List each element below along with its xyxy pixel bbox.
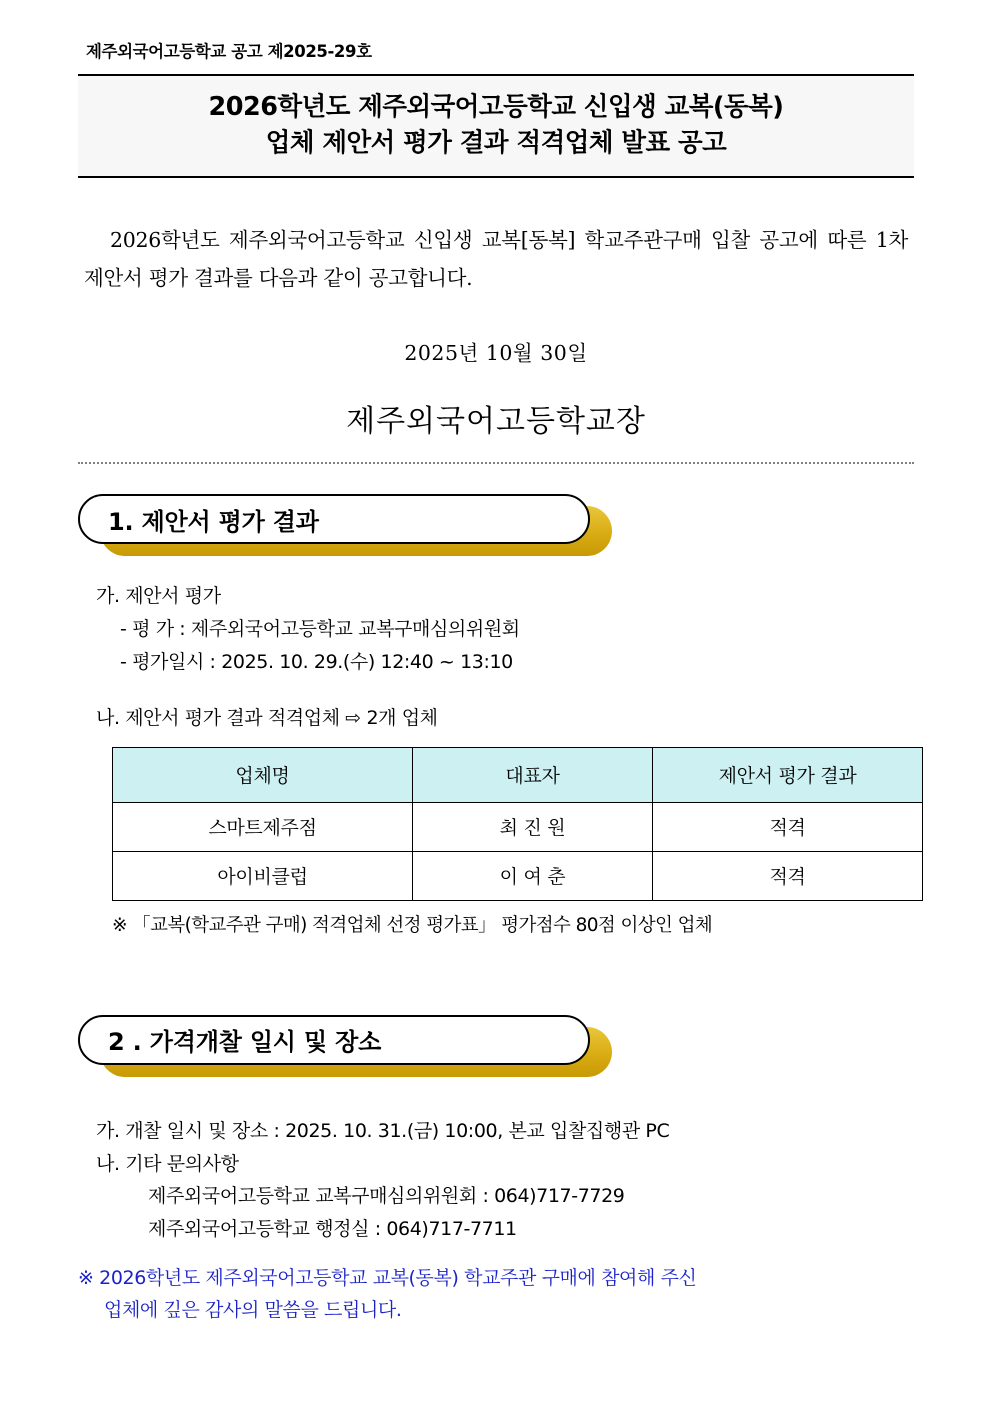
column-header-result: 제안서 평가 결과: [653, 747, 923, 802]
spacer: [78, 1077, 914, 1101]
table-row: [113, 802, 923, 851]
section-1-heading-pill: [78, 494, 590, 544]
contact-admin-office: 제주외국어고등학교 행정실 : 064)717-7711: [148, 1217, 517, 1240]
footer-note-line-2: 업체에 깊은 감사의 말씀을 드립니다.: [104, 1298, 402, 1321]
title-line-2: 업체 제안서 평가 결과 적격업체 발표 공고: [265, 128, 727, 159]
table-note: ※ 「교복(학교주관 구매) 적격업체 선정 평가표」 평가점수 80점 이상인 업체: [112, 914, 713, 936]
column-header-company: 업체명: [113, 747, 413, 802]
contact-committee: 제주외국어고등학교 교복구매심의위원회 : 064)717-7729: [148, 1185, 625, 1208]
spacer: [78, 556, 914, 580]
section-2-heading: [78, 1015, 608, 1077]
cell-company: 스마트제주점: [113, 802, 413, 851]
spacer: [78, 1101, 914, 1115]
spacer: [78, 961, 914, 985]
section-1-item-a-line-2: - 평가일시 : 2025. 10. 29.(수) 12:40 ~ 13:10: [120, 650, 513, 673]
section-2-item-a: 가. 개찰 일시 및 장소 : 2025. 10. 31.(금) 10:00, 본교 입찰집행관 PC: [96, 1119, 670, 1142]
spacer: [78, 678, 914, 702]
section-2-item-b: 나. 기타 문의사항: [96, 1152, 239, 1175]
table-row: [113, 851, 923, 900]
title-box: [78, 74, 914, 178]
section-1-heading-label: 1. 제안서 평가 결과: [108, 507, 319, 536]
dotted-divider: [78, 462, 914, 464]
cell-result: 적격: [653, 851, 923, 900]
section-1-item-a-label: 가. 제안서 평가: [96, 585, 221, 608]
section-1-item-b-label: 나. 제안서 평가 결과 적격업체 ⇨ 2개 업체: [96, 707, 438, 730]
evaluation-result-table: [112, 747, 923, 901]
intro-paragraph: 2026학년도 제주외국어고등학교 신입생 교복[동복] 학교주관구매 입찰 공고에 따른 1차 제안서 평가 결과를 다음과 같이 공고합니다.: [84, 228, 908, 291]
section-2-heading-pill: [78, 1015, 590, 1065]
section-1-heading: [78, 494, 608, 556]
footer-note-line-1: ※ 2026학년도 제주외국어고등학교 교복(동복) 학교주관 구매에 참여해 주신: [78, 1266, 697, 1289]
section-1-item-a-line-1: - 평 가 : 제주외국어고등학교 교복구매심의위원회: [120, 617, 520, 640]
document-date: 2025년 10월 30일: [404, 341, 588, 366]
footer-note: [78, 1262, 914, 1327]
document-number: 제주외국어고등학교 공고 제2025-29호: [86, 42, 372, 61]
issuer-name: 제주외국어고등학교장: [346, 404, 646, 440]
cell-representative: 최 진 원: [413, 802, 653, 851]
cell-representative: 이 여 춘: [413, 851, 653, 900]
title-line-1: 2026학년도 제주외국어고등학교 신입생 교복(동복): [208, 92, 784, 122]
column-header-representative: 대표자: [413, 747, 653, 802]
cell-result: 적격: [653, 802, 923, 851]
table-header-row: [113, 747, 923, 802]
cell-company: 아이비클럽: [113, 851, 413, 900]
spacer: [78, 937, 914, 961]
section-2-heading-label: 2 . 가격개찰 일시 및 장소: [108, 1028, 382, 1057]
